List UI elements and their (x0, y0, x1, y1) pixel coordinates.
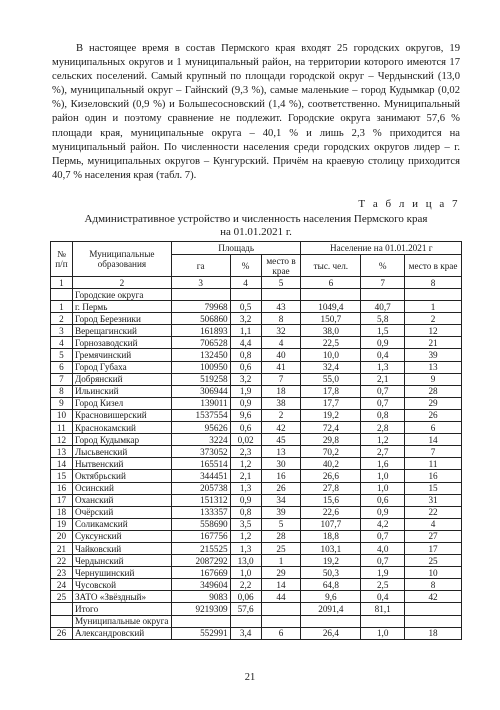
cell-num: 13 (51, 446, 73, 458)
cell-num: 11 (51, 422, 73, 434)
table-row (51, 373, 462, 385)
header-ha: га (171, 255, 230, 277)
cell-pop: 15,6 (301, 494, 361, 506)
cell-pct2: 1,9 (361, 567, 405, 579)
cell-num: 26 (51, 627, 73, 639)
cell-rank2: 17 (405, 542, 462, 554)
cell-name: Лысьвенский (72, 446, 171, 458)
cell-pct2: 5,8 (361, 313, 405, 325)
cell-rank2: 13 (405, 361, 462, 373)
cell-name: Город Березники (72, 313, 171, 325)
col-number: 3 (171, 277, 230, 289)
cell-pop: 18,8 (301, 530, 361, 542)
cell-rank: 18 (261, 385, 301, 397)
cell-rank: 42 (261, 422, 301, 434)
table-row (51, 313, 462, 325)
cell-pct: 1,3 (230, 542, 261, 554)
cell-pct: 0,9 (230, 397, 261, 409)
header-area: Площадь (171, 242, 301, 255)
cell-pct: 2,3 (230, 446, 261, 458)
table-row (51, 591, 462, 603)
table-title: Административное устройство и численность населения Пермского края (84, 213, 428, 225)
cell-pop: 103,1 (301, 542, 361, 554)
cell-rank2: 1 (405, 301, 462, 313)
cell-name: Очёрский (72, 506, 171, 518)
cell-num: 12 (51, 434, 73, 446)
cell-pct (230, 615, 261, 627)
cell-pct2: 1,0 (361, 470, 405, 482)
table-row (51, 337, 462, 349)
cell-pct2: 1,3 (361, 361, 405, 373)
cell-ha: 205738 (171, 482, 230, 494)
cell-name: Соликамский (72, 518, 171, 530)
cell-rank: 7 (261, 373, 301, 385)
cell-rank2: 15 (405, 482, 462, 494)
cell-num: 1 (51, 301, 73, 313)
cell-rank2: 2 (405, 313, 462, 325)
cell-pct: 3,2 (230, 313, 261, 325)
cell-rank: 26 (261, 482, 301, 494)
cell-pop: 2091,4 (301, 603, 361, 615)
cell-pct: 1,2 (230, 530, 261, 542)
cell-ha: 2087292 (171, 555, 230, 567)
section-row (51, 615, 462, 627)
cell-pop: 26,4 (301, 627, 361, 639)
cell-rank: 13 (261, 446, 301, 458)
page-number: 21 (244, 672, 256, 683)
header-pct2: % (361, 255, 405, 277)
cell-pct: 3,5 (230, 518, 261, 530)
table-row (51, 555, 462, 567)
cell-section-title: Муниципальные округа (72, 615, 171, 627)
cell-name: Нытвенский (72, 458, 171, 470)
cell-ha: 519258 (171, 373, 230, 385)
cell-ha (171, 289, 230, 301)
col-number: 8 (405, 277, 462, 289)
cell-rank2: 27 (405, 530, 462, 542)
cell-rank2 (405, 603, 462, 615)
cell-pop (301, 289, 361, 301)
cell-num: 6 (51, 361, 73, 373)
cell-rank2: 25 (405, 555, 462, 567)
header-thousand: тыс. чел. (301, 255, 361, 277)
cell-rank2: 42 (405, 591, 462, 603)
cell-pop: 107,7 (301, 518, 361, 530)
cell-pct2: 1,2 (361, 434, 405, 446)
cell-name: Александровский (72, 627, 171, 639)
table-row (51, 518, 462, 530)
header-name: Муниципальные образования (72, 242, 171, 277)
cell-name: Октябрьский (72, 470, 171, 482)
cell-pop: 32,4 (301, 361, 361, 373)
table-row (51, 397, 462, 409)
cell-pct2: 1,0 (361, 627, 405, 639)
cell-rank2: 18 (405, 627, 462, 639)
cell-ha: 167756 (171, 530, 230, 542)
cell-num: 3 (51, 325, 73, 337)
cell-pop: 26,6 (301, 470, 361, 482)
cell-rank: 40 (261, 349, 301, 361)
cell-rank: 38 (261, 397, 301, 409)
cell-name: Осинский (72, 482, 171, 494)
cell-rank: 45 (261, 434, 301, 446)
paragraph-text: В настоящее время в состав Пермского края входят 25 городских округов, 19 муниципальных округов и 1 муниципальный район, на территории которого имеются 17 сельских поселений. Самый крупный по площади городской округ – Чердынский (13,0 %), муниципальный округ – Гайнский (9,3 %), самые маленькие – город Кудымкар (0,02 %), Кизеловский (0,9 %) и Большесосновский (1,4 %), соответственно. Муниципальный район один и поэтому сравнение не подлежит. Городские округа занимают 57,6 % площади края, муниципальные округа – 40,1 % и лишь 2,3 % приходится на муниципальный район. По численности населения среди городских округов лидер – г. Пермь, муниципальных округов – Кунгурский. Причём на краевую столицу приходится 40,7 % населения края (табл. 7). (52, 43, 460, 181)
header-rank: место в крае (261, 255, 301, 277)
cell-ha: 132450 (171, 349, 230, 361)
table-row (51, 434, 462, 446)
cell-pct2 (361, 289, 405, 301)
cell-num: 19 (51, 518, 73, 530)
cell-ha: 9219309 (171, 603, 230, 615)
cell-ha: 95626 (171, 422, 230, 434)
cell-pct2: 1,6 (361, 458, 405, 470)
cell-pop: 150,7 (301, 313, 361, 325)
cell-pct2: 0,9 (361, 337, 405, 349)
section-row (51, 289, 462, 301)
col-number: 7 (361, 277, 405, 289)
cell-pct2: 2,8 (361, 422, 405, 434)
cell-pct2: 1,5 (361, 325, 405, 337)
cell-name: ЗАТО «Звёздный» (72, 591, 171, 603)
cell-num (51, 615, 73, 627)
cell-pct2: 2,1 (361, 373, 405, 385)
header-population: Население на 01.01.2021 г (301, 242, 462, 255)
cell-pct: 1,1 (230, 325, 261, 337)
cell-name: Чайковский (72, 542, 171, 554)
table-row (51, 542, 462, 554)
cell-rank: 5 (261, 518, 301, 530)
cell-ha: 344451 (171, 470, 230, 482)
cell-pct2 (361, 615, 405, 627)
cell-pct2: 0,6 (361, 494, 405, 506)
cell-pop: 50,3 (301, 567, 361, 579)
cell-ha: 349604 (171, 579, 230, 591)
cell-pop (301, 615, 361, 627)
cell-pct: 1,0 (230, 567, 261, 579)
cell-ha: 100950 (171, 361, 230, 373)
cell-rank: 39 (261, 506, 301, 518)
cell-ha (171, 615, 230, 627)
col-number: 2 (72, 277, 171, 289)
cell-pct: 0,9 (230, 494, 261, 506)
cell-pct: 0,8 (230, 349, 261, 361)
cell-name: Город Кизел (72, 397, 171, 409)
cell-rank2: 21 (405, 337, 462, 349)
cell-rank: 2 (261, 409, 301, 421)
cell-pct2: 4,0 (361, 542, 405, 554)
table-row (51, 361, 462, 373)
cell-rank: 43 (261, 301, 301, 313)
cell-num: 7 (51, 373, 73, 385)
cell-pct2: 0,7 (361, 397, 405, 409)
cell-pop: 22,5 (301, 337, 361, 349)
cell-num: 2 (51, 313, 73, 325)
cell-ha: 552991 (171, 627, 230, 639)
cell-rank2: 8 (405, 579, 462, 591)
cell-ha: 9083 (171, 591, 230, 603)
col-number: 5 (261, 277, 301, 289)
cell-ha: 165514 (171, 458, 230, 470)
cell-pop: 72,4 (301, 422, 361, 434)
cell-ha: 161893 (171, 325, 230, 337)
cell-rank: 41 (261, 361, 301, 373)
cell-pct2: 2,5 (361, 579, 405, 591)
cell-pct2: 0,7 (361, 385, 405, 397)
cell-rank2: 16 (405, 470, 462, 482)
table-row (51, 301, 462, 313)
table-row (51, 627, 462, 639)
cell-pct: 4,4 (230, 337, 261, 349)
cell-pop: 10,0 (301, 349, 361, 361)
cell-pct: 0,6 (230, 361, 261, 373)
cell-pct: 1,9 (230, 385, 261, 397)
table-row (51, 385, 462, 397)
cell-pct2: 0,9 (361, 506, 405, 518)
cell-rank: 34 (261, 494, 301, 506)
cell-rank: 29 (261, 567, 301, 579)
cell-rank2 (405, 615, 462, 627)
cell-pop: 64,8 (301, 579, 361, 591)
cell-num: 8 (51, 385, 73, 397)
cell-rank: 16 (261, 470, 301, 482)
cell-pct2: 0,4 (361, 349, 405, 361)
cell-rank (261, 615, 301, 627)
cell-pct: 1,3 (230, 482, 261, 494)
cell-pct2: 1,0 (361, 482, 405, 494)
cell-name: Верещагинский (72, 325, 171, 337)
cell-name: Чернушинский (72, 567, 171, 579)
intro-paragraph (52, 42, 460, 183)
cell-name: Чердынский (72, 555, 171, 567)
cell-rank: 32 (261, 325, 301, 337)
cell-rank: 44 (261, 591, 301, 603)
cell-num: 20 (51, 530, 73, 542)
cell-pop: 9,6 (301, 591, 361, 603)
cell-num: 24 (51, 579, 73, 591)
cell-rank: 1 (261, 555, 301, 567)
cell-num: 22 (51, 555, 73, 567)
cell-rank2: 29 (405, 397, 462, 409)
cell-pop: 29,8 (301, 434, 361, 446)
cell-rank: 25 (261, 542, 301, 554)
cell-num: 23 (51, 567, 73, 579)
table-label: Т а б л и ц а 7 (358, 198, 460, 210)
cell-num: 16 (51, 482, 73, 494)
col-number: 4 (230, 277, 261, 289)
cell-rank: 4 (261, 337, 301, 349)
cell-pct2: 0,8 (361, 409, 405, 421)
cell-rank2: 10 (405, 567, 462, 579)
cell-pct: 2,2 (230, 579, 261, 591)
cell-rank2: 11 (405, 458, 462, 470)
col-number: 6 (301, 277, 361, 289)
table-title-date: на 01.01.2021 г. (220, 226, 292, 238)
cell-name: г. Пермь (72, 301, 171, 313)
cell-pop: 1049,4 (301, 301, 361, 313)
cell-pct2: 0,7 (361, 530, 405, 542)
cell-rank: 14 (261, 579, 301, 591)
cell-name: Гремячинский (72, 349, 171, 361)
table-row (51, 579, 462, 591)
cell-pop: 17,8 (301, 385, 361, 397)
table-row (51, 458, 462, 470)
cell-num: 17 (51, 494, 73, 506)
cell-name: Добрянский (72, 373, 171, 385)
cell-rank2: 14 (405, 434, 462, 446)
cell-ha: 3224 (171, 434, 230, 446)
cell-ha: 506860 (171, 313, 230, 325)
cell-name: Суксунский (72, 530, 171, 542)
cell-num (51, 289, 73, 301)
cell-num: 21 (51, 542, 73, 554)
table-row (51, 422, 462, 434)
cell-rank2: 9 (405, 373, 462, 385)
cell-num: 14 (51, 458, 73, 470)
cell-name: Красновишерский (72, 409, 171, 421)
cell-name: Оханский (72, 494, 171, 506)
cell-ha: 215525 (171, 542, 230, 554)
cell-pop: 27,8 (301, 482, 361, 494)
cell-pct (230, 289, 261, 301)
header-pct: % (230, 255, 261, 277)
cell-ha: 706528 (171, 337, 230, 349)
cell-ha: 79968 (171, 301, 230, 313)
table-row (51, 567, 462, 579)
table-row (51, 494, 462, 506)
table-row (51, 482, 462, 494)
table-row (51, 470, 462, 482)
cell-num: 5 (51, 349, 73, 361)
cell-pct: 57,6 (230, 603, 261, 615)
cell-pct: 1,2 (230, 458, 261, 470)
cell-pct: 2,1 (230, 470, 261, 482)
header-num: № п/п (51, 242, 73, 277)
cell-section-title: Городские округа (72, 289, 171, 301)
cell-rank: 8 (261, 313, 301, 325)
cell-pct: 3,4 (230, 627, 261, 639)
cell-name: Горнозаводский (72, 337, 171, 349)
cell-pop: 40,2 (301, 458, 361, 470)
cell-num: 18 (51, 506, 73, 518)
cell-pop: 38,0 (301, 325, 361, 337)
cell-pct2: 0,4 (361, 591, 405, 603)
cell-ha: 151312 (171, 494, 230, 506)
cell-num: 25 (51, 591, 73, 603)
cell-name: Ильинский (72, 385, 171, 397)
cell-name: Город Губаха (72, 361, 171, 373)
table-row (51, 506, 462, 518)
table-row (51, 409, 462, 421)
cell-pop: 17,7 (301, 397, 361, 409)
cell-pct: 3,2 (230, 373, 261, 385)
cell-ha: 167669 (171, 567, 230, 579)
cell-pct: 0,5 (230, 301, 261, 313)
cell-num (51, 603, 73, 615)
cell-rank2: 31 (405, 494, 462, 506)
cell-ha: 139011 (171, 397, 230, 409)
cell-total-label: Итого (72, 603, 171, 615)
data-table (50, 241, 462, 640)
table-body (51, 289, 462, 640)
cell-rank: 6 (261, 627, 301, 639)
cell-ha: 1537554 (171, 409, 230, 421)
table-row (51, 325, 462, 337)
cell-rank2: 12 (405, 325, 462, 337)
cell-name: Краснокамский (72, 422, 171, 434)
cell-rank: 30 (261, 458, 301, 470)
cell-num: 4 (51, 337, 73, 349)
cell-rank2: 6 (405, 422, 462, 434)
cell-rank2: 7 (405, 446, 462, 458)
table-row (51, 530, 462, 542)
cell-pct: 0,06 (230, 591, 261, 603)
cell-num: 10 (51, 409, 73, 421)
cell-rank2: 28 (405, 385, 462, 397)
cell-rank2: 26 (405, 409, 462, 421)
total-row (51, 603, 462, 615)
cell-pct2: 2,7 (361, 446, 405, 458)
cell-name: Город Кудымкар (72, 434, 171, 446)
cell-rank (261, 289, 301, 301)
cell-name: Чусовской (72, 579, 171, 591)
cell-ha: 373052 (171, 446, 230, 458)
table-row (51, 446, 462, 458)
cell-pop: 22,6 (301, 506, 361, 518)
cell-num: 15 (51, 470, 73, 482)
cell-pct: 0,6 (230, 422, 261, 434)
cell-pct: 13,0 (230, 555, 261, 567)
table-row (51, 349, 462, 361)
cell-pop: 19,2 (301, 409, 361, 421)
cell-pct: 0,8 (230, 506, 261, 518)
cell-pct: 0,02 (230, 434, 261, 446)
cell-rank2 (405, 289, 462, 301)
cell-pop: 70,2 (301, 446, 361, 458)
cell-pct2: 0,7 (361, 555, 405, 567)
cell-rank2: 22 (405, 506, 462, 518)
cell-pct2: 81,1 (361, 603, 405, 615)
cell-ha: 558690 (171, 518, 230, 530)
cell-pop: 55,0 (301, 373, 361, 385)
cell-num: 9 (51, 397, 73, 409)
cell-pct: 9,6 (230, 409, 261, 421)
cell-rank: 28 (261, 530, 301, 542)
cell-rank2: 39 (405, 349, 462, 361)
cell-ha: 133357 (171, 506, 230, 518)
cell-pop: 19,2 (301, 555, 361, 567)
cell-rank2: 4 (405, 518, 462, 530)
cell-pct2: 4,2 (361, 518, 405, 530)
cell-ha: 306944 (171, 385, 230, 397)
col-number: 1 (51, 277, 73, 289)
header-rank2: место в крае (405, 255, 462, 277)
cell-rank (261, 603, 301, 615)
cell-pct2: 40,7 (361, 301, 405, 313)
